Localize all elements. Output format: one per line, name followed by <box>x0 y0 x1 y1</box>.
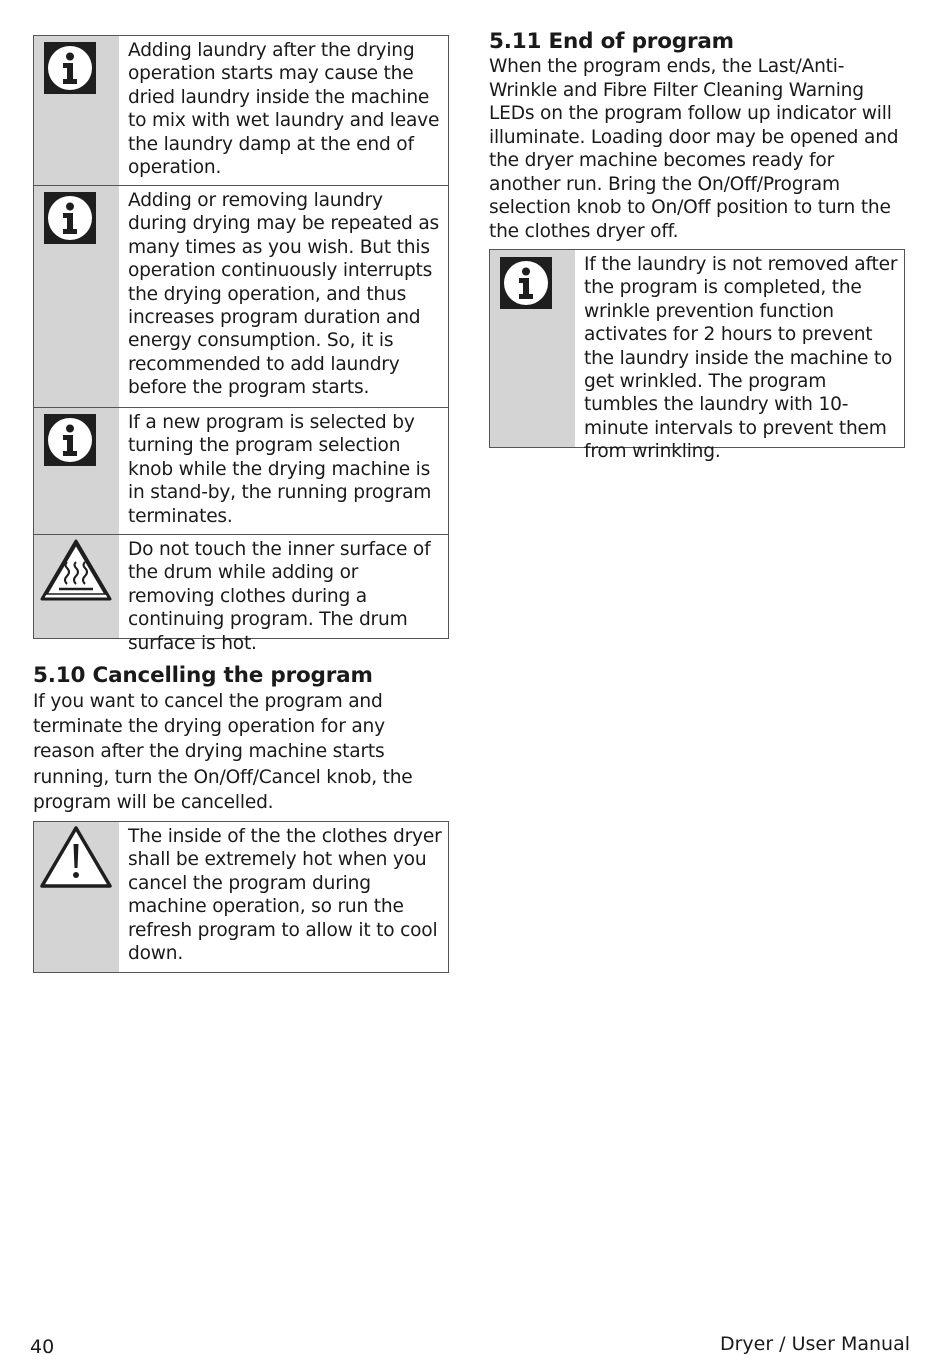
note-icon-cell <box>34 186 119 407</box>
info-note-new-program <box>33 408 449 535</box>
caution-warning-icon <box>39 824 113 894</box>
section-heading: 5.11 End of program <box>489 29 734 54</box>
document-title: Dryer / User Manual <box>719 1333 910 1355</box>
note-text: The inside of the the clothes dryer shall be extremely hot when you cancel the program during machine operation, so run the refresh program to allow it to cool down. <box>128 826 442 965</box>
warning-note-hot-drum <box>33 535 449 654</box>
info-icon <box>44 414 96 466</box>
note-icon-cell <box>34 822 119 972</box>
info-icon <box>500 257 552 309</box>
section-cancelling <box>33 663 449 815</box>
note-icon-cell <box>34 36 119 185</box>
left-column <box>33 35 449 973</box>
info-icon <box>44 42 96 94</box>
note-text: If the laundry is not removed after the program is completed, the wrinkle prevention function activates for 2 hours to prevent the laundry inside the machine to get wrinkled. The program tumbles the laundry with 10-minute intervals to prevent them from wrinkling. <box>584 254 898 463</box>
note-icon-cell <box>34 535 119 638</box>
section-body: If you want to cancel the program and terminate the drying operation for any reason after the drying machine starts running, turn the On/Off/Cancel knob, the program will be cancelled. <box>33 691 413 813</box>
section-body: When the program ends, the Last/Anti-Wrinkle and Fibre Filter Cleaning Warning LEDs on the program follow up indicator will illuminate. Loading door may be opened and the dryer machine becomes ready for another run. Bring the On/Off/Program selection knob to On/Off position to turn the the clothes dryer off. <box>489 56 899 242</box>
right-column <box>489 29 909 463</box>
info-note-add-laundry <box>33 35 449 186</box>
hot-surface-warning-icon <box>39 537 113 607</box>
note-icon-cell <box>34 408 119 534</box>
note-icon-cell <box>490 250 575 447</box>
note-text: If a new program is selected by turning the program selection knob while the drying machine is in stand-by, the running program terminates. <box>128 412 432 527</box>
note-text: Adding laundry after the drying operation starts may cause the dried laundry inside the machine to mix with wet laundry and leave the laundry damp at the end of operation. <box>128 40 440 179</box>
info-note-repeat-adding <box>33 186 449 408</box>
info-icon <box>44 192 96 244</box>
section-end-of-program <box>489 29 909 243</box>
note-text: Do not touch the inner surface of the drum while adding or removing clothes during a continuing program. The drum surface is hot. <box>128 539 431 654</box>
warning-note-hot-inside <box>33 821 449 973</box>
section-heading: 5.10 Cancelling the program <box>33 663 373 688</box>
note-text: Adding or removing laundry during drying may be repeated as many times as you wish. But this operation continuously interrupts the drying operation, and thus increases program duration and energy consumption. So, it is recommended to add laundry before the program starts. <box>128 190 440 399</box>
info-note-wrinkle-prevention <box>489 249 905 463</box>
page-number: 40 <box>30 1336 55 1358</box>
